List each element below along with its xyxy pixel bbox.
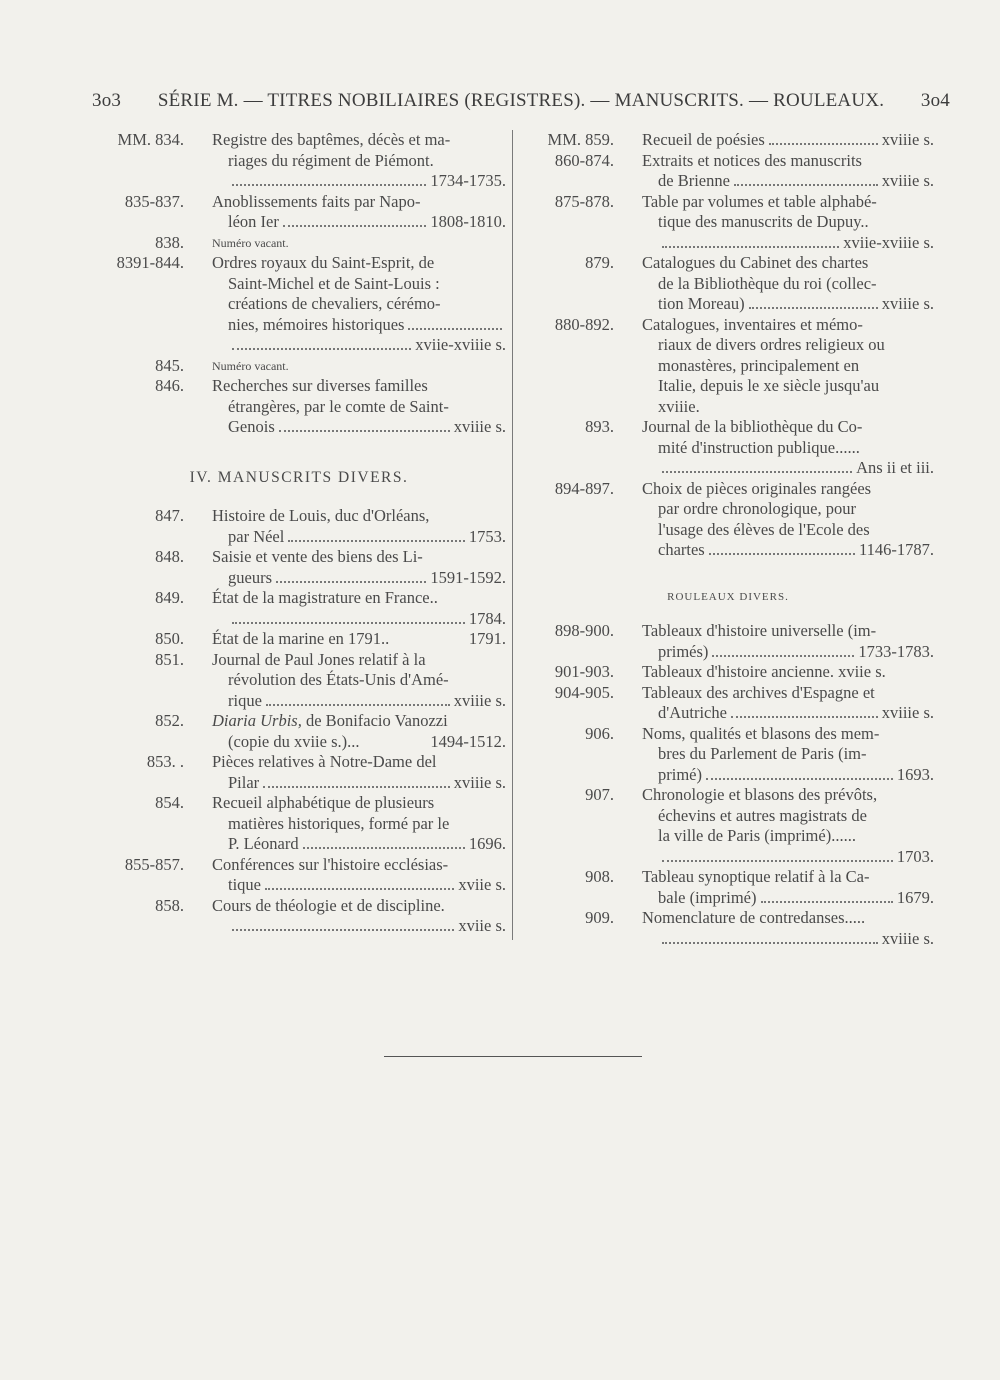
entry-date: xviiie s. (881, 130, 934, 149)
entry-847 (92, 506, 506, 547)
entry-number: 898-900. (554, 621, 614, 640)
entry-text: tique des manuscrits de Dupuy.. (658, 212, 869, 231)
entry-text: Pièces relatives à Notre-Dame del (212, 752, 437, 771)
entry-date: 1679. (896, 887, 934, 907)
page-header (92, 90, 950, 112)
entry-date: 1693. (896, 764, 934, 784)
entry-number: 858. (155, 895, 184, 915)
entry-text: nies, mémoires historiques (228, 314, 405, 334)
entry-date: xviie-xviiie s. (843, 232, 934, 252)
subsection-heading: ROULEAUX DIVERS. (667, 590, 789, 603)
entry-text: Recherches sur diverses familles (212, 376, 428, 395)
entry-text: mité d'instruction publique...... (658, 437, 860, 457)
entry-number: 851. (155, 649, 184, 669)
entry-date: 1808-1810. (430, 212, 506, 231)
entry-text: État de la magistrature en France.. (212, 588, 438, 607)
entry-text: Choix de pièces originales rangées (642, 478, 872, 498)
entry-number: 907. (585, 785, 614, 804)
entry-number: 838. (155, 232, 184, 252)
entry-number: 901-903. (554, 662, 614, 681)
entry-number: 893. (585, 417, 614, 436)
entry-text: étrangères, par le comte de Saint- (228, 396, 449, 416)
entry-date: xviiie s. (453, 690, 506, 710)
entry-text: léon Ier (228, 212, 279, 231)
entry-text: Catalogues, inventaires et mémo- (642, 314, 863, 334)
entry-date: 1791. (468, 629, 506, 648)
entry-text: Numéro vacant. (212, 235, 289, 250)
entry-text: riages du régiment de Piémont. (228, 150, 434, 170)
entry-number: 906. (585, 723, 614, 743)
entry-number: 848. (155, 547, 184, 566)
entry-text: Tableaux d'histoire ancienne. xviie s. (642, 662, 886, 681)
entry-text: matières historiques, formé par le (228, 813, 450, 833)
entry-text: créations de chevaliers, cérémo- (228, 294, 441, 313)
entry-text: par Néel (228, 526, 285, 546)
entry-text: de la Bibliothèque du roi (collec- (658, 273, 877, 293)
page-number-right: 3o4 (920, 90, 950, 111)
entry-text: Extraits et notices des manuscrits (642, 150, 862, 170)
entry-text: bres du Parlement de Paris (im- (658, 744, 867, 763)
entry-852 (92, 711, 506, 752)
left-column (92, 130, 506, 937)
entry-date: 1784. (468, 608, 506, 628)
entry-number: MM. 834. (117, 130, 184, 149)
entry-date: 1753. (468, 526, 506, 546)
entry-date: 1696. (468, 834, 506, 853)
entry-number: 909. (585, 908, 614, 927)
entry-date: xviiie s. (881, 703, 934, 722)
entry-text: État de la marine en 1791.. (212, 629, 390, 648)
entry-text: Noms, qualités et blasons des mem- (642, 723, 880, 743)
entry-text: rique (228, 690, 262, 710)
entry-number: 908. (585, 867, 614, 886)
entry-date: xviiie s. (453, 772, 506, 792)
entry-date: xviiie s. (881, 928, 934, 948)
entry-text: Table par volumes et table alphabé- (642, 191, 877, 211)
entry-number: 875-878. (554, 191, 614, 211)
entry-text: Tableau synoptique relatif à la Ca- (642, 867, 870, 886)
entry-title-italic: Diaria Urbis, (212, 711, 302, 730)
entry-number: 847. (155, 506, 184, 525)
entry-text: Pilar (228, 772, 260, 792)
entry-text: par ordre chronologique, pour (658, 499, 856, 518)
entry-date: 1494-1512. (430, 731, 506, 751)
entry-number: 8391-844. (116, 253, 184, 272)
entry-number: 860-874. (554, 150, 614, 170)
entry-date: xviie s. (458, 916, 506, 935)
entry-number: 879. (585, 253, 614, 272)
entry-date: Ans ii et iii. (856, 458, 934, 477)
section-heading: IV. MANUSCRITS DIVERS. (189, 468, 409, 486)
entry-text: tique (228, 875, 261, 894)
entry-898 (522, 621, 934, 662)
column-divider (512, 130, 513, 940)
entry-text: Cours de théologie et de discipline. (212, 895, 445, 915)
entry-845 (92, 356, 506, 377)
entry-850 (92, 629, 506, 650)
entry-text: Saint-Michel et de Saint-Louis : (228, 273, 440, 293)
entry-text: Italie, depuis le xe siècle jusqu'au (658, 376, 880, 395)
entry-date: xviiie s. (453, 417, 506, 436)
entry-text: gueurs (228, 567, 272, 587)
entry-text: Histoire de Louis, duc d'Orléans, (212, 506, 430, 525)
entry-849 (92, 588, 506, 629)
entry-text: xviiie. (658, 396, 700, 416)
entry-860 (522, 151, 934, 192)
entry-853 (92, 752, 506, 793)
entry-number: 894-897. (554, 478, 614, 498)
entry-text: primé) (658, 764, 702, 784)
entry-906 (522, 724, 934, 786)
entry-text: d'Autriche (658, 703, 727, 722)
entry-854 (92, 793, 506, 855)
entry-number: 904-905. (554, 682, 614, 702)
entry-text: la ville de Paris (imprimé)...... (658, 826, 856, 845)
entry-879 (522, 253, 934, 315)
entry-text: Chronologie et blasons des prévôts, (642, 785, 878, 804)
entry-number: 880-892. (554, 314, 614, 334)
entry-909 (522, 908, 934, 949)
entry-text: de Brienne (658, 171, 730, 190)
entry-text: l'usage des élèves de l'Ecole des (658, 519, 870, 539)
entry-date: 1733-1783. (858, 641, 934, 661)
entry-855 (92, 855, 506, 896)
entry-number: 854. (155, 793, 184, 812)
entry-838 (92, 233, 506, 254)
entry-text: Journal de Paul Jones relatif à la (212, 649, 426, 669)
page-number-left: 3o3 (92, 90, 122, 111)
entry-text: riaux de divers ordres religieux ou (658, 335, 885, 354)
entry-908 (522, 867, 934, 908)
entry-901 (522, 662, 934, 683)
entry-text: Registre des baptêmes, décès et ma- (212, 130, 451, 149)
entry-text: Anoblissements faits par Napo- (212, 191, 421, 211)
entry-number: 853. . (146, 752, 184, 771)
entry-date: xviiie s. (881, 294, 934, 313)
entry-894 (522, 479, 934, 561)
entry-text: Recueil alphabétique de plusieurs (212, 793, 435, 812)
entry-date: 1591-1592. (430, 567, 506, 587)
entry-907 (522, 785, 934, 867)
entry-text: Ordres royaux du Saint-Esprit, de (212, 253, 435, 272)
entry-number: 846. (155, 376, 184, 395)
entry-893 (522, 417, 934, 479)
entry-date: xviie-xviiie s. (415, 335, 506, 354)
entry-number: 852. (155, 711, 184, 730)
entry-text: monastères, principalement en (658, 355, 860, 375)
entry-859 (522, 130, 934, 151)
entry-834 (92, 130, 506, 192)
entry-text: bale (imprimé) (658, 887, 757, 907)
entry-858 (92, 896, 506, 937)
entry-date: xviiie s. (881, 171, 934, 190)
entry-text: Saisie et vente des biens des Li- (212, 547, 423, 566)
entry-number: 850. (155, 629, 184, 648)
entry-number: 849. (155, 588, 184, 607)
running-title: SÉRIE M. — TITRES NOBILIAIRES (REGISTRES). — MANUSCRITS. — ROULEAUX. (157, 90, 885, 111)
right-column (522, 130, 934, 949)
entry-text: Nomenclature de contredanses..... (642, 908, 866, 927)
entry-date: 1734-1735. (430, 171, 506, 190)
entry-text: P. Léonard (228, 834, 299, 853)
entry-number: 835-837. (124, 191, 184, 211)
entry-text: Tableaux des archives d'Espagne et (642, 682, 875, 702)
entry-text: Recueil de poésies (642, 130, 765, 149)
end-rule (384, 1056, 642, 1057)
entry-date: 1146-1787. (858, 540, 934, 559)
entry-835 (92, 192, 506, 233)
entry-848 (92, 547, 506, 588)
entry-text: tion Moreau) (658, 294, 745, 313)
entry-text: de Bonifacio Vanozzi (301, 711, 448, 730)
entry-text: Conférences sur l'histoire ecclésias- (212, 854, 449, 874)
entry-date: xviie s. (458, 875, 506, 894)
entry-text: chartes (658, 540, 705, 559)
entry-text: Numéro vacant. (212, 358, 289, 373)
entry-880 (522, 315, 934, 418)
entry-text: Genois (228, 417, 275, 436)
entry-text: Catalogues du Cabinet des chartes (642, 253, 869, 272)
entry-851 (92, 650, 506, 712)
entry-date: 1703. (896, 846, 934, 866)
entry-text: Tableaux d'histoire universelle (im- (642, 621, 877, 640)
entry-text: Journal de la bibliothèque du Co- (642, 417, 863, 436)
entry-number: 855-857. (124, 854, 184, 874)
entry-839 (92, 253, 506, 356)
entry-text: (copie du xviie s.)... (228, 731, 360, 751)
entry-number: 845. (155, 355, 184, 375)
entry-904 (522, 683, 934, 724)
entry-875 (522, 192, 934, 254)
entry-846 (92, 376, 506, 438)
entry-text: primés) (658, 641, 709, 661)
entry-text: révolution des États-Unis d'Amé- (228, 670, 449, 689)
entry-number: MM. 859. (547, 130, 614, 149)
entry-text: échevins et autres magistrats de (658, 805, 867, 825)
